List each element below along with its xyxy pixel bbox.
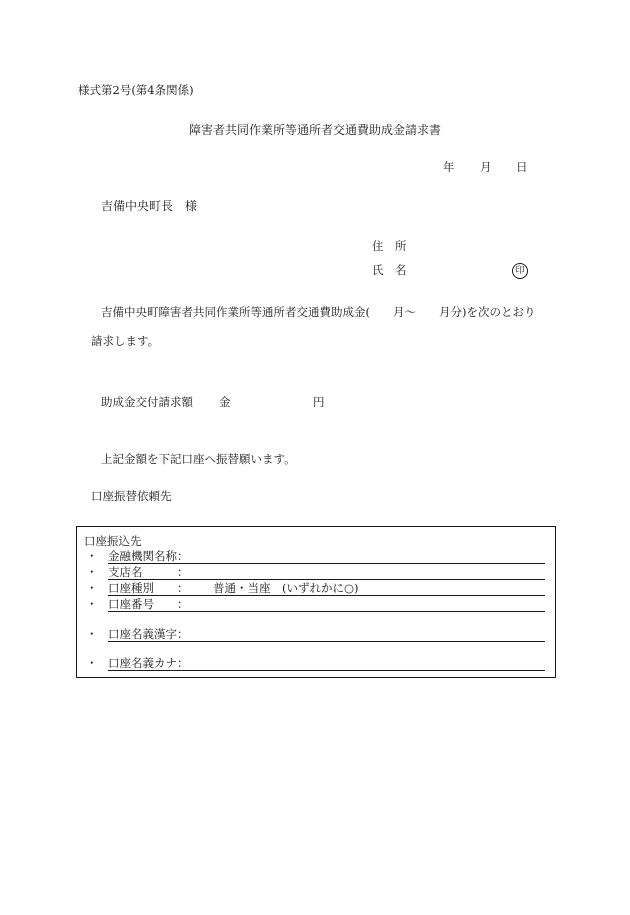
account-holder-kanji-label: 口座名義漢字： [108,627,189,641]
bullet: ・ [86,627,98,641]
bank-info-box [76,526,556,678]
bullet: ・ [86,656,98,670]
date-month-label: 月 [480,160,492,174]
bank-box-title: 口座振込先 [84,534,142,548]
amount-prefix: 金 [219,395,231,409]
account-number-underline [108,611,545,612]
request-text-line1: 吉備中央町障害者共同作業所等通所者交通費助成金( 月～ 月分)を次のとおり [101,305,536,319]
address-label: 住 所 [372,239,407,253]
bullet: ・ [86,581,98,595]
account-type-value[interactable]: 普通・当座 (いずれかに○) [213,581,359,595]
account-holder-kana-label: 口座名義カナ： [108,656,189,670]
branch-name-underline [108,579,545,580]
account-holder-kanji-underline [108,641,545,642]
account-number-label: 口座番号 ： [108,597,189,611]
seal-mark-icon [512,263,528,279]
bullet: ・ [86,565,98,579]
seal-text: 印 [515,265,525,276]
account-type-underline [108,595,545,596]
bullet: ・ [86,549,98,563]
bank-section-heading: 口座振替依頼先 [91,489,172,503]
name-label: 氏 名 [372,263,407,277]
branch-name-label: 支店名 ： [108,565,189,579]
amount-label: 助成金交付請求額 [101,395,193,409]
bank-name-label: 金融機関名称： [108,549,189,563]
bank-name-underline [108,563,545,564]
date-year-label: 年 [443,160,455,174]
transfer-text: 上記金額を下記口座へ振替願います。 [101,452,296,466]
account-type-label: 口座種別 ： [108,581,189,595]
bullet: ・ [86,597,98,611]
addressee: 吉備中央町長 様 [101,199,198,213]
request-text-line2: 請求します。 [91,334,160,348]
amount-suffix: 円 [313,395,325,409]
account-holder-kana-underline [108,670,545,671]
form-number: 様式第2号(第4条関係) [78,83,194,97]
document-title: 障害者共同作業所等通所者交通費助成金請求書 [189,123,442,137]
date-day-label: 日 [516,160,528,174]
